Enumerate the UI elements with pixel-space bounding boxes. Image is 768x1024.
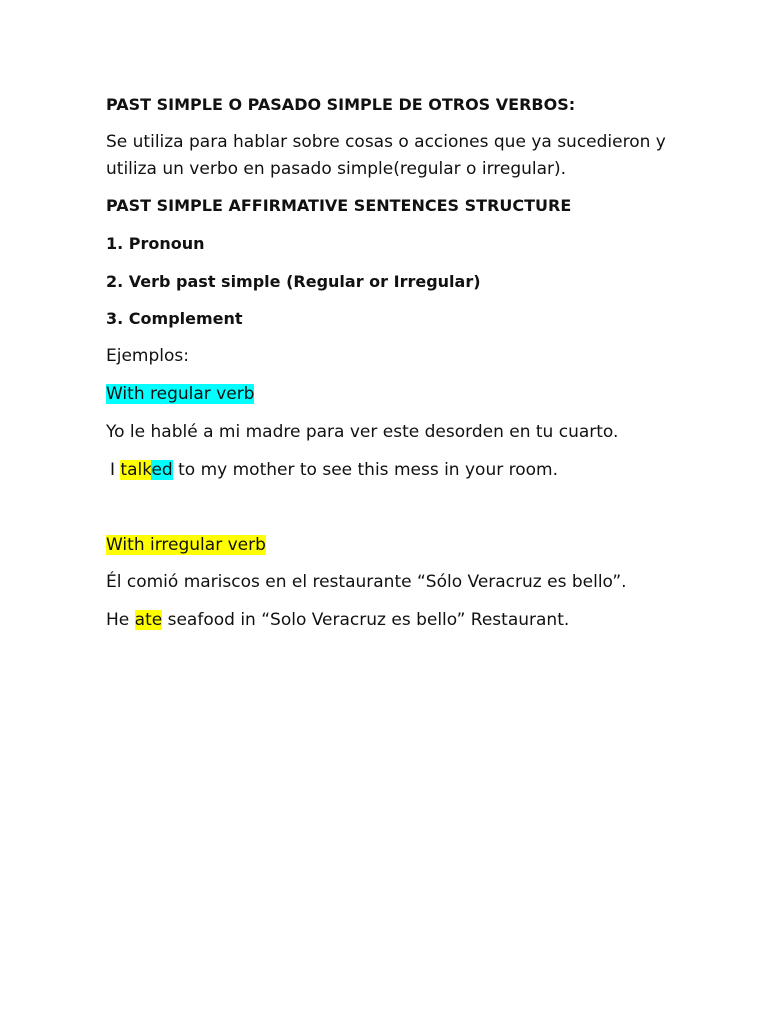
examples-label: Ejemplos:	[106, 346, 189, 366]
irregular-verb-label: With irregular verb	[106, 535, 266, 555]
regular-example-spanish: Yo le hablé a mi madre para ver este desorden en tu cuarto.	[106, 422, 619, 442]
structure-item-complement: 3. Complement	[106, 309, 243, 328]
definition-line-1: Se utiliza para hablar sobre cosas o acciones que ya sucedieron y	[106, 132, 666, 152]
structure-item-verb: 2. Verb past simple (Regular or Irregular)	[106, 272, 481, 291]
document-title: PAST SIMPLE O PASADO SIMPLE DE OTROS VERBOS:	[106, 95, 576, 114]
irregular-english-rest: seafood in “Solo Veracruz es bello” Restaurant.	[162, 610, 570, 630]
irregular-english-prefix: He	[106, 610, 135, 630]
irregular-verb-label-line	[106, 534, 266, 556]
regular-english-prefix: I	[110, 460, 121, 480]
regular-verb-suffix-highlight: ed	[151, 460, 173, 480]
irregular-verb-highlight: ate	[134, 610, 163, 630]
structure-heading: PAST SIMPLE AFFIRMATIVE SENTENCES STRUCTURE	[106, 196, 572, 215]
irregular-example-english	[106, 609, 569, 631]
definition-line-2: utiliza un verbo en pasado simple(regular o irregular).	[106, 159, 567, 179]
regular-verb-label: With regular verb	[106, 384, 255, 404]
regular-verb-label-line	[106, 383, 254, 405]
regular-verb-stem-highlight: talk	[120, 460, 152, 480]
structure-item-pronoun: 1. Pronoun	[106, 234, 205, 253]
regular-english-rest: to my mother to see this mess in your room.	[172, 460, 558, 480]
irregular-example-spanish: Él comió mariscos en el restaurante “Sólo Veracruz es bello”.	[106, 572, 627, 592]
regular-example-english	[110, 459, 558, 481]
